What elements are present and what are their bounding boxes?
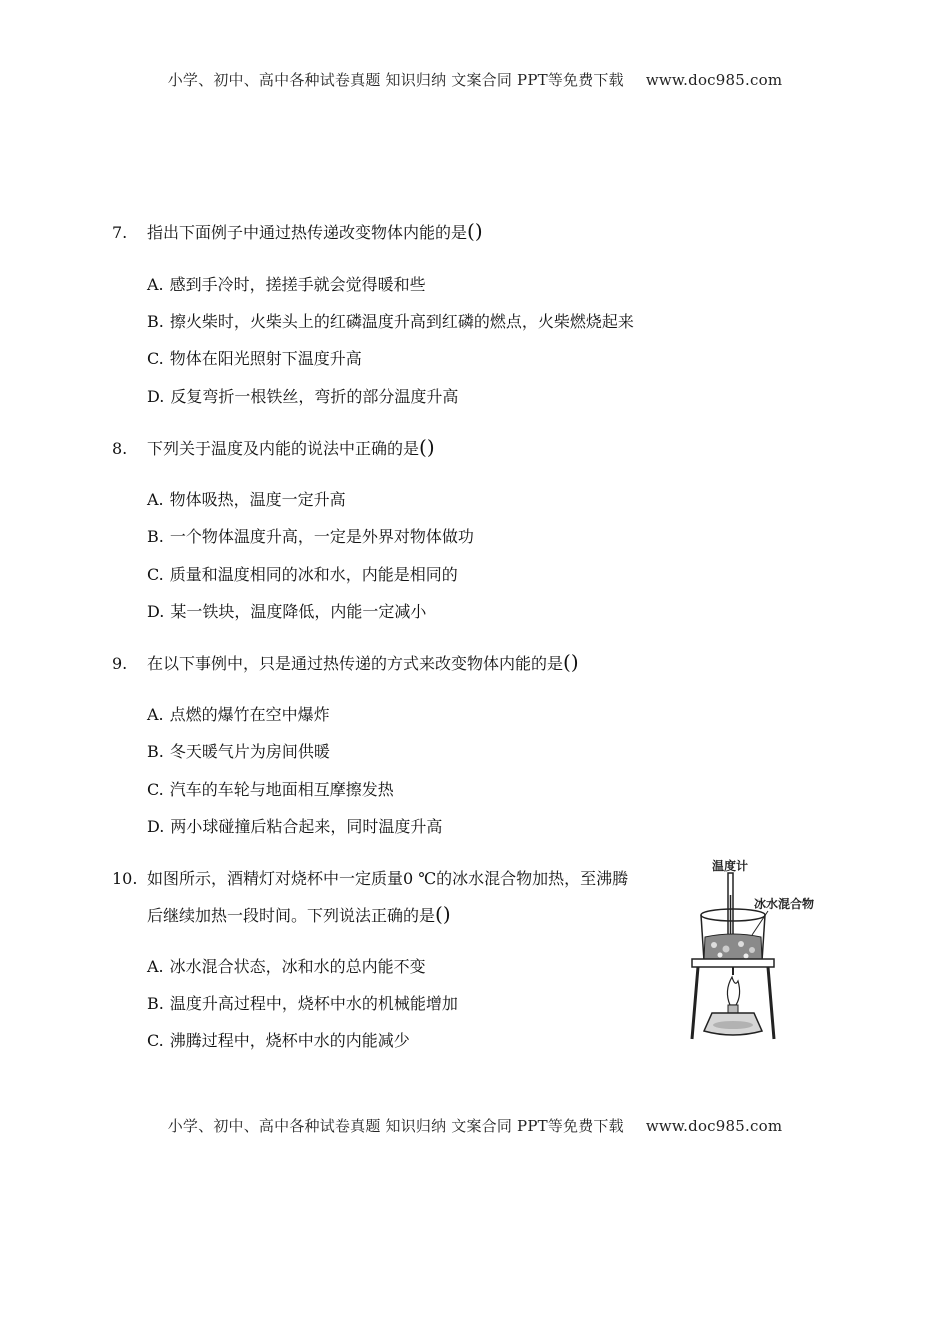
option-8a: A. 物体吸热，温度一定升高	[147, 490, 346, 509]
question-number: 9.	[112, 654, 128, 673]
header-text: 小学、初中、高中各种试卷真题 知识归纳 文案合同 PPT等免费下载	[167, 71, 624, 89]
question-text-line1: 如图所示，酒精灯对烧杯中一定质量0 ℃的冰水混合物加热，至沸腾	[147, 869, 629, 888]
page-footer	[0, 1115, 950, 1136]
question-number: 7.	[112, 223, 128, 242]
option-8d: D. 某一铁块，温度降低，内能一定减小	[147, 602, 427, 621]
question-7	[112, 220, 483, 243]
mixture-label: 冰水混合物	[754, 897, 815, 911]
option-8b: B. 一个物体温度升高，一定是外界对物体做功	[147, 527, 474, 546]
beaker-illustration	[686, 855, 836, 1045]
question-text: 指出下面例子中通过热传递改变物体内能的是()	[147, 219, 483, 243]
question-8	[112, 436, 435, 459]
option-10b: B. 温度升高过程中，烧杯中水的机械能增加	[147, 994, 458, 1013]
option-10a: A. 冰水混合状态，冰和水的总内能不变	[147, 957, 426, 976]
beaker-figure	[686, 855, 836, 1045]
question-9	[112, 651, 579, 674]
header-url[interactable]: www.doc985.com	[645, 71, 783, 89]
option-9a: A. 点燃的爆竹在空中爆炸	[147, 705, 330, 724]
question-number: 10.	[112, 869, 138, 888]
page-header	[0, 69, 950, 90]
question-10	[112, 866, 628, 889]
option-9c: C. 汽车的车轮与地面相互摩擦发热	[147, 780, 394, 799]
question-number: 8.	[112, 439, 128, 458]
option-8c: C. 质量和温度相同的冰和水，内能是相同的	[147, 565, 458, 584]
question-10-line2: 后继续加热一段时间。下列说法正确的是()	[147, 902, 451, 926]
option-7b: B. 擦火柴时，火柴头上的红磷温度升高到红磷的燃点，火柴燃烧起来	[147, 312, 634, 331]
question-text: 在以下事例中，只是通过热传递的方式来改变物体内能的是()	[147, 650, 579, 674]
option-9d: D. 两小球碰撞后粘合起来，同时温度升高	[147, 817, 443, 836]
option-7d: D. 反复弯折一根铁丝，弯折的部分温度升高	[147, 387, 459, 406]
footer-url[interactable]: www.doc985.com	[645, 1117, 783, 1135]
thermometer-label: 温度计	[712, 859, 749, 873]
option-10c: C. 沸腾过程中，烧杯中水的内能减少	[147, 1031, 410, 1050]
question-text: 下列关于温度及内能的说法中正确的是()	[147, 435, 435, 459]
option-7a: A. 感到手冷时，搓搓手就会觉得暖和些	[147, 275, 426, 294]
alcohol-lamp-icon	[704, 977, 762, 1035]
option-7c: C. 物体在阳光照射下温度升高	[147, 349, 362, 368]
option-9b: B. 冬天暖气片为房间供暖	[147, 742, 330, 761]
footer-text: 小学、初中、高中各种试卷真题 知识归纳 文案合同 PPT等免费下载	[167, 1117, 624, 1135]
